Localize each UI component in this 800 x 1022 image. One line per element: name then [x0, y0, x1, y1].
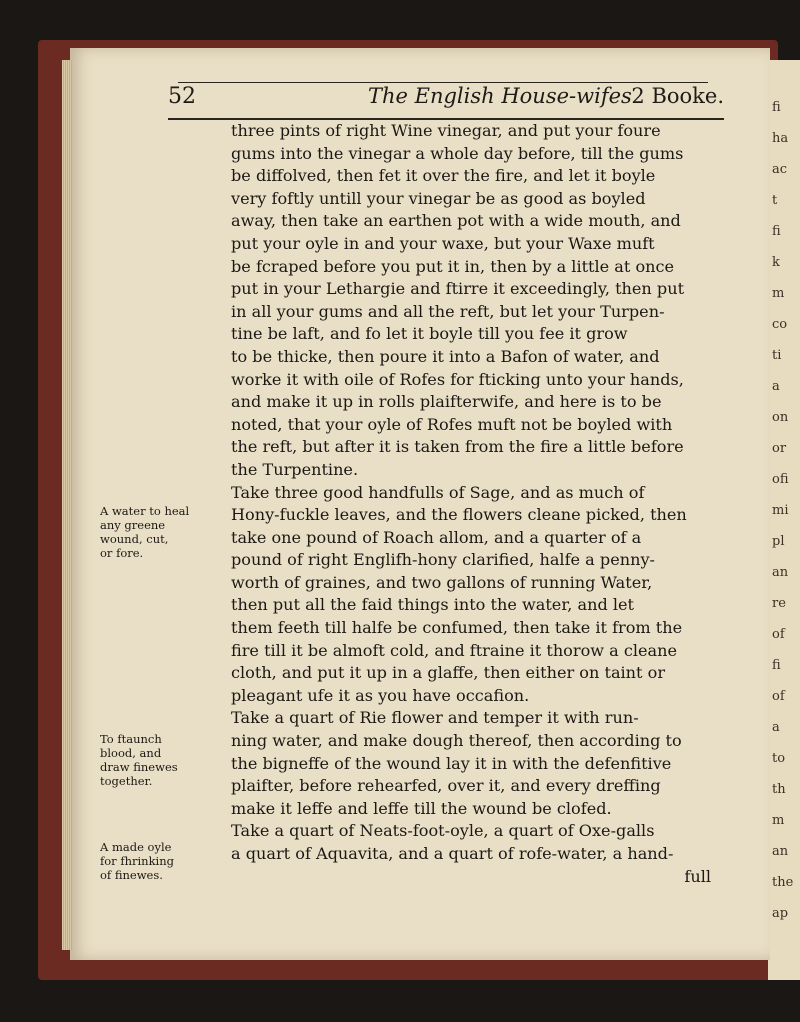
facing-fragment: co: [772, 317, 788, 332]
text-line: fire till it be almoft cold, and ftraine it thorow a cleane: [231, 640, 678, 660]
facing-fragment: a: [772, 720, 780, 735]
margin-note-water: [100, 504, 226, 560]
margin-note-line: To ftaunch: [100, 732, 162, 746]
facing-fragment: fi: [772, 658, 781, 673]
text-line: Take a quart of Rie flower and temper it with run-: [231, 708, 639, 728]
text-line: put your oyle in and your waxe, but your Waxe muft: [231, 233, 655, 253]
facing-fragment: m: [772, 813, 785, 828]
facing-fragment: fi: [772, 100, 781, 115]
margin-note-oyle: [100, 840, 226, 882]
text-line: full: [684, 866, 711, 886]
text-line: be diffolved, then fet it over the fire, and let it boyle: [231, 166, 656, 186]
text-line: then put all the faid things into the water, and let: [231, 595, 634, 615]
text-line: away, then take an earthen pot with a wide mouth, and: [231, 211, 681, 231]
text-line: ning water, and make dough thereof, then according to: [231, 731, 682, 751]
text-line: them feeth till halfe be confumed, then take it from the: [231, 618, 683, 638]
facing-fragment: on: [772, 410, 789, 425]
text-line: take one pound of Roach allom, and a quarter of a: [231, 527, 642, 547]
text-line: Hony-fuckle leaves, and the flowers cleane picked, then: [231, 505, 687, 525]
margin-note-line: wound, cut,: [100, 532, 169, 546]
page-number: 52: [168, 84, 196, 109]
facing-page: [768, 60, 800, 980]
text-line: be fcraped before you put it in, then by a little at once: [231, 256, 675, 276]
text-line: the Turpentine.: [231, 459, 359, 479]
text-line: tine be laft, and fo let it boyle till you fee it grow: [231, 324, 628, 344]
text-line: three pints of right Wine vinegar, and put your foure: [231, 121, 661, 140]
text-line: Take a quart of Neats-foot-oyle, a quart of Oxe-galls: [231, 821, 655, 841]
facing-fragment: of: [772, 689, 785, 704]
margin-note-line: of finewes.: [100, 868, 163, 882]
text-line: the bigneffe of the wound lay it in with the defenfitive: [231, 753, 672, 773]
text-line: Take three good handfulls of Sage, and as much of: [231, 482, 645, 502]
margin-note-line: A water to heal: [100, 504, 190, 518]
text-line: the reft, but after it is taken from the fire a little before: [231, 437, 684, 457]
text-line: cloth, and put it up in a glaffe, then either on taint or: [231, 663, 666, 683]
text-line: worth of graines, and two gallons of running Water,: [231, 572, 653, 592]
text-line: make it leffe and leffe till the wound be clofed.: [231, 798, 612, 818]
facing-fragment: a: [772, 379, 780, 394]
text-line: in all your gums and all the reft, but let your Turpen-: [231, 301, 665, 321]
text-line: to be thicke, then poure it into a Bafon of water, and: [231, 346, 660, 366]
facing-fragment: an: [772, 565, 789, 580]
facing-fragment: ha: [772, 131, 789, 146]
text-line: pound of right Englifh-hony clarified, halfe a penny-: [231, 550, 655, 570]
running-title: The English House-wifes: [368, 84, 632, 108]
text-line: gums into the vinegar a whole day before, till the gums: [231, 143, 684, 163]
facing-fragment: pl: [772, 534, 785, 549]
text-line: pleagant ufe it as you have occafion.: [231, 685, 530, 705]
facing-fragment: the: [772, 875, 794, 890]
body-text: [231, 120, 711, 888]
margin-note-line: together.: [100, 774, 153, 788]
text-line: and make it up in rolls plaifterwife, and here is to be: [231, 392, 662, 412]
facing-fragment: re: [772, 596, 786, 611]
margin-note-line: any greene: [100, 518, 166, 532]
margin-note-line: draw finewes: [100, 760, 178, 774]
margin-note-staunch: [100, 732, 226, 788]
facing-fragment: th: [772, 782, 786, 797]
text-line: noted, that your oyle of Rofes muft not be boyled with: [231, 414, 673, 434]
text-line: put in your Lethargie and ftirre it exceedingly, then put: [231, 279, 685, 299]
facing-fragment: ap: [772, 906, 789, 921]
facing-fragment: fi: [772, 224, 781, 239]
facing-fragment: of: [772, 627, 785, 642]
margin-note-line: blood, and: [100, 746, 162, 760]
text-line: very foftly untill your vinegar be as good as boyled: [231, 188, 646, 208]
page-edges: [62, 60, 72, 950]
text-line: plaifter, before rehearfed, over it, and every dreffing: [231, 776, 661, 796]
facing-fragment: to: [772, 751, 786, 766]
margin-note-line: for fhrinking: [100, 854, 174, 868]
facing-fragment: m: [772, 286, 785, 301]
facing-fragment: k: [772, 255, 780, 270]
top-rule: [178, 82, 708, 83]
running-head: [168, 84, 724, 120]
text-line: worke it with oile of Rofes for fticking unto your hands,: [231, 369, 684, 389]
facing-fragment: an: [772, 844, 789, 859]
margin-note-line: or fore.: [100, 546, 144, 560]
facing-fragment: ofi: [772, 472, 789, 487]
facing-fragment: mi: [772, 503, 789, 518]
text-line: a quart of Aquavita, and a quart of rofe-water, a hand-: [231, 844, 674, 863]
facing-fragment: ti: [772, 348, 782, 363]
facing-fragment: t: [772, 193, 778, 208]
book-number: 2 Booke.: [631, 84, 724, 108]
margin-note-line: A made oyle: [100, 840, 172, 854]
facing-fragment: or: [772, 441, 787, 456]
facing-fragment: ac: [772, 162, 788, 177]
